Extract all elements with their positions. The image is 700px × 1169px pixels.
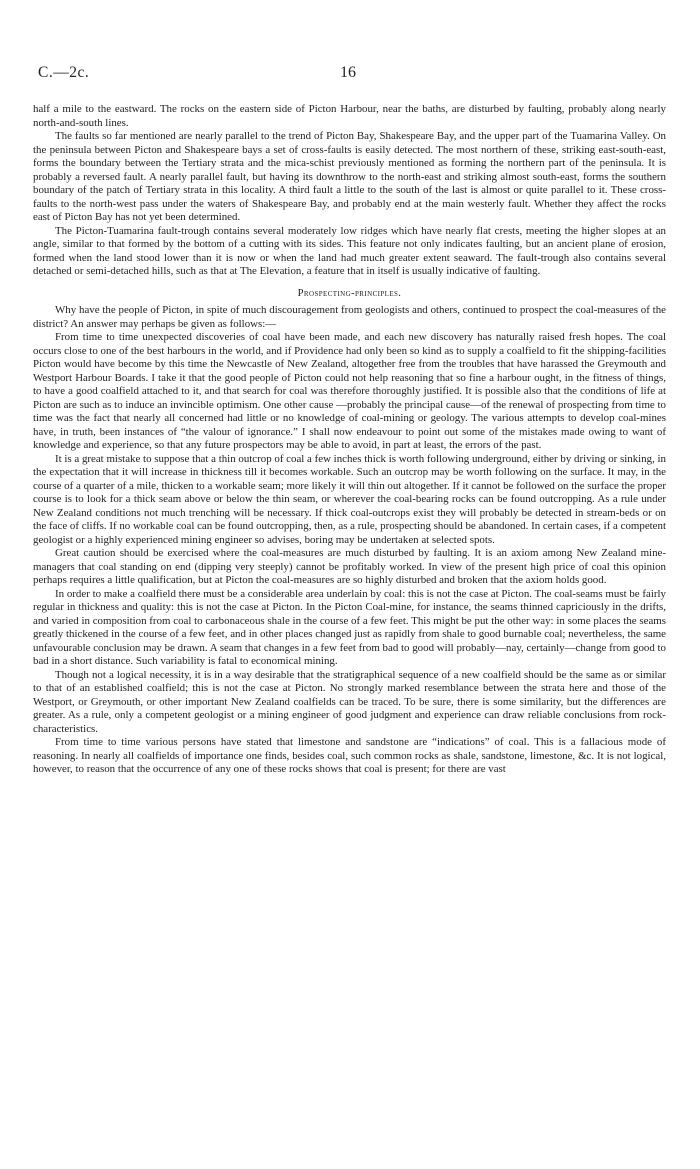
section-heading: Prospecting-principles. (297, 287, 402, 299)
page-number: 16 (340, 64, 356, 81)
paragraph: half a mile to the eastward. The rocks on the eastern side of Picton Harbour, near the baths, are disturbed by faulting, probably along nearly north-and-south lines. (33, 103, 666, 129)
paragraph: Though not a logical necessity, it is in a way desirable that the stratigraphical sequence of a new coalfield should be the same as or similar to that of an established coalfield; this is not the case at Picton. No strongly marked resemblance between the strata here and those of the Westport, or Greymouth, or other important New Zealand coalfields can be traced. To be sure, there is some similarity, but the differences are greater. As a rule, only a competent geologist or a mining engineer of good judgment and experience can draw reliable conclusions from rock-characteristics. (33, 668, 666, 735)
paragraph: From time to time unexpected discoveries of coal have been made, and each new discovery has naturally raised fresh hopes. The coal occurs close to one of the best harbours in the world, and if Providence had only been so kind as to supply a coalfield to fit the shipping-facilities Picton would have become by this time the Newcastle of New Zealand, altogether free from the troubles that have harassed the Greymouth and Westport Harbour Boards. I take it that the good people of Picton could not help reasoning that so fine a harbour ought, in the fitness of things, to have a good coalfield attached to it, and that search for coal was therefore thoroughly justified. It is possible also that the conditions of life at Picton are such as to induce an invincible optimism. One other cause —probably the principal cause—of the renewal of prospecting from time to time was the fact that nearly all concerned had little or no knowledge of coal-mining or geology. The various attempts to develop coal-mines have, in truth, been instances of “the valour of ignorance.” I shall now endeavour to point out some of the mistakes made owing to want of knowledge and experience, so that any future prospectors may be able to avoid, in part at least, the errors of the past. (33, 331, 666, 451)
paragraph: From time to time various persons have stated that limestone and sandstone are “indications” of coal. This is a fallacious mode of reasoning. In nearly all coalfields of importance one finds, besides coal, such common rocks as shale, sandstone, limestone, &c. It is not logical, however, to reason that the occurrence of any one of these rocks shows that coal is present; for there are vast (33, 736, 666, 775)
paragraph: In order to make a coalfield there must be a considerable area underlain by coal: this is not the case at Picton. The coal-seams must be fairly regular in thickness and quality: this is not the case at Picton. In the Picton Coal-mine, for instance, the seams thinned capriciously in the drifts, and varied in composition from coal to carbonaceous shale in the course of a few feet. This might be put the other way: in some places the seams greatly thickened in the course of a few feet, and in other places changed just as rapidly from shale to good burnable coal; nevertheless, the same unfavourable conclusion may be drawn. A seam that changes in a few feet from bad to good will probably—nay, certainly—change from good to bad in a short distance. Such variability is fatal to economical mining. (33, 587, 666, 667)
document-body (33, 103, 666, 777)
document-reference: C.—2c. (38, 64, 90, 81)
paragraph: The Picton-Tuamarina fault-trough contains several moderately low ridges which have nearly flat crests, meeting the higher slopes at an angle, similar to that formed by the bottom of a cutting with its sides. This feature not only indicates faulting, but an ancient plane of erosion, formed when the land stood lower than it is now or when the land had much greater extent seaward. The fault-trough also contains several detached or semi-detached hills, such as that at The Elevation, a feature that in itself is usually indicative of faulting. (33, 224, 666, 277)
page-header (38, 64, 668, 86)
paragraph: Why have the people of Picton, in spite of much discouragement from geologists and others, continued to prospect the coal-measures of the district? An answer may perhaps be given as follows:— (33, 304, 666, 330)
paragraph: The faults so far mentioned are nearly parallel to the trend of Picton Bay, Shakespeare Bay, and the upper part of the Tuamarina Valley. On the peninsula between Picton and Shakespeare bays a set of cross-faults is easily detected. The most northern of these, striking east-south-east, forms the boundary between the Tertiary strata and the mica-schist previously mentioned as forming the northern part of the peninsula. It is probably a reversed fault. A nearly parallel fault, but having its downthrow to the north-east and striking almost south-east, forms the southern boundary of the patch of Tertiary strata in this locality. A third fault a little to the south of the last is almost or quite parallel to it. These cross-faults to the north-west pass under the waters of Shakespeare Bay, and probably end at the main westerly fault. Whether they affect the rocks east of Picton Bay has not yet been determined. (33, 130, 666, 223)
paragraph: Great caution should be exercised where the coal-measures are much disturbed by faulting. It is an axiom among New Zealand mine-managers that coal standing on end (dipping very steeply) cannot be profitably worked. In view of the present high price of coal this opinion perhaps requires a little qualification, but at Picton the coal-measures are so highly disturbed and broken that the axiom holds good. (33, 547, 666, 586)
paragraph: It is a great mistake to suppose that a thin outcrop of coal a few inches thick is worth following underground, either by driving or sinking, in the expectation that it will increase in thickness till it becomes workable. Such an outcrop may be worth following on the surface. It may, in the course of a quarter of a mile, thicken to a workable seam; more likely it will thin out altogether. If it cannot be followed on the surface the proper course is to look for a thick seam above or below the thin seam, or wherever the coal-bearing rocks can be found outcropping. As a rule under New Zealand conditions not much trenching will be necessary. If thick coal-outcrops exist they will probably be detected in stream-beds or on the face of cliffs. If no workable coal can be found outcropping, then, as a rule, prospecting should be abandoned. In certain cases, if a competent geologist or a highly experienced mining engineer so advises, boring may be undertaken at selected spots. (33, 452, 666, 546)
